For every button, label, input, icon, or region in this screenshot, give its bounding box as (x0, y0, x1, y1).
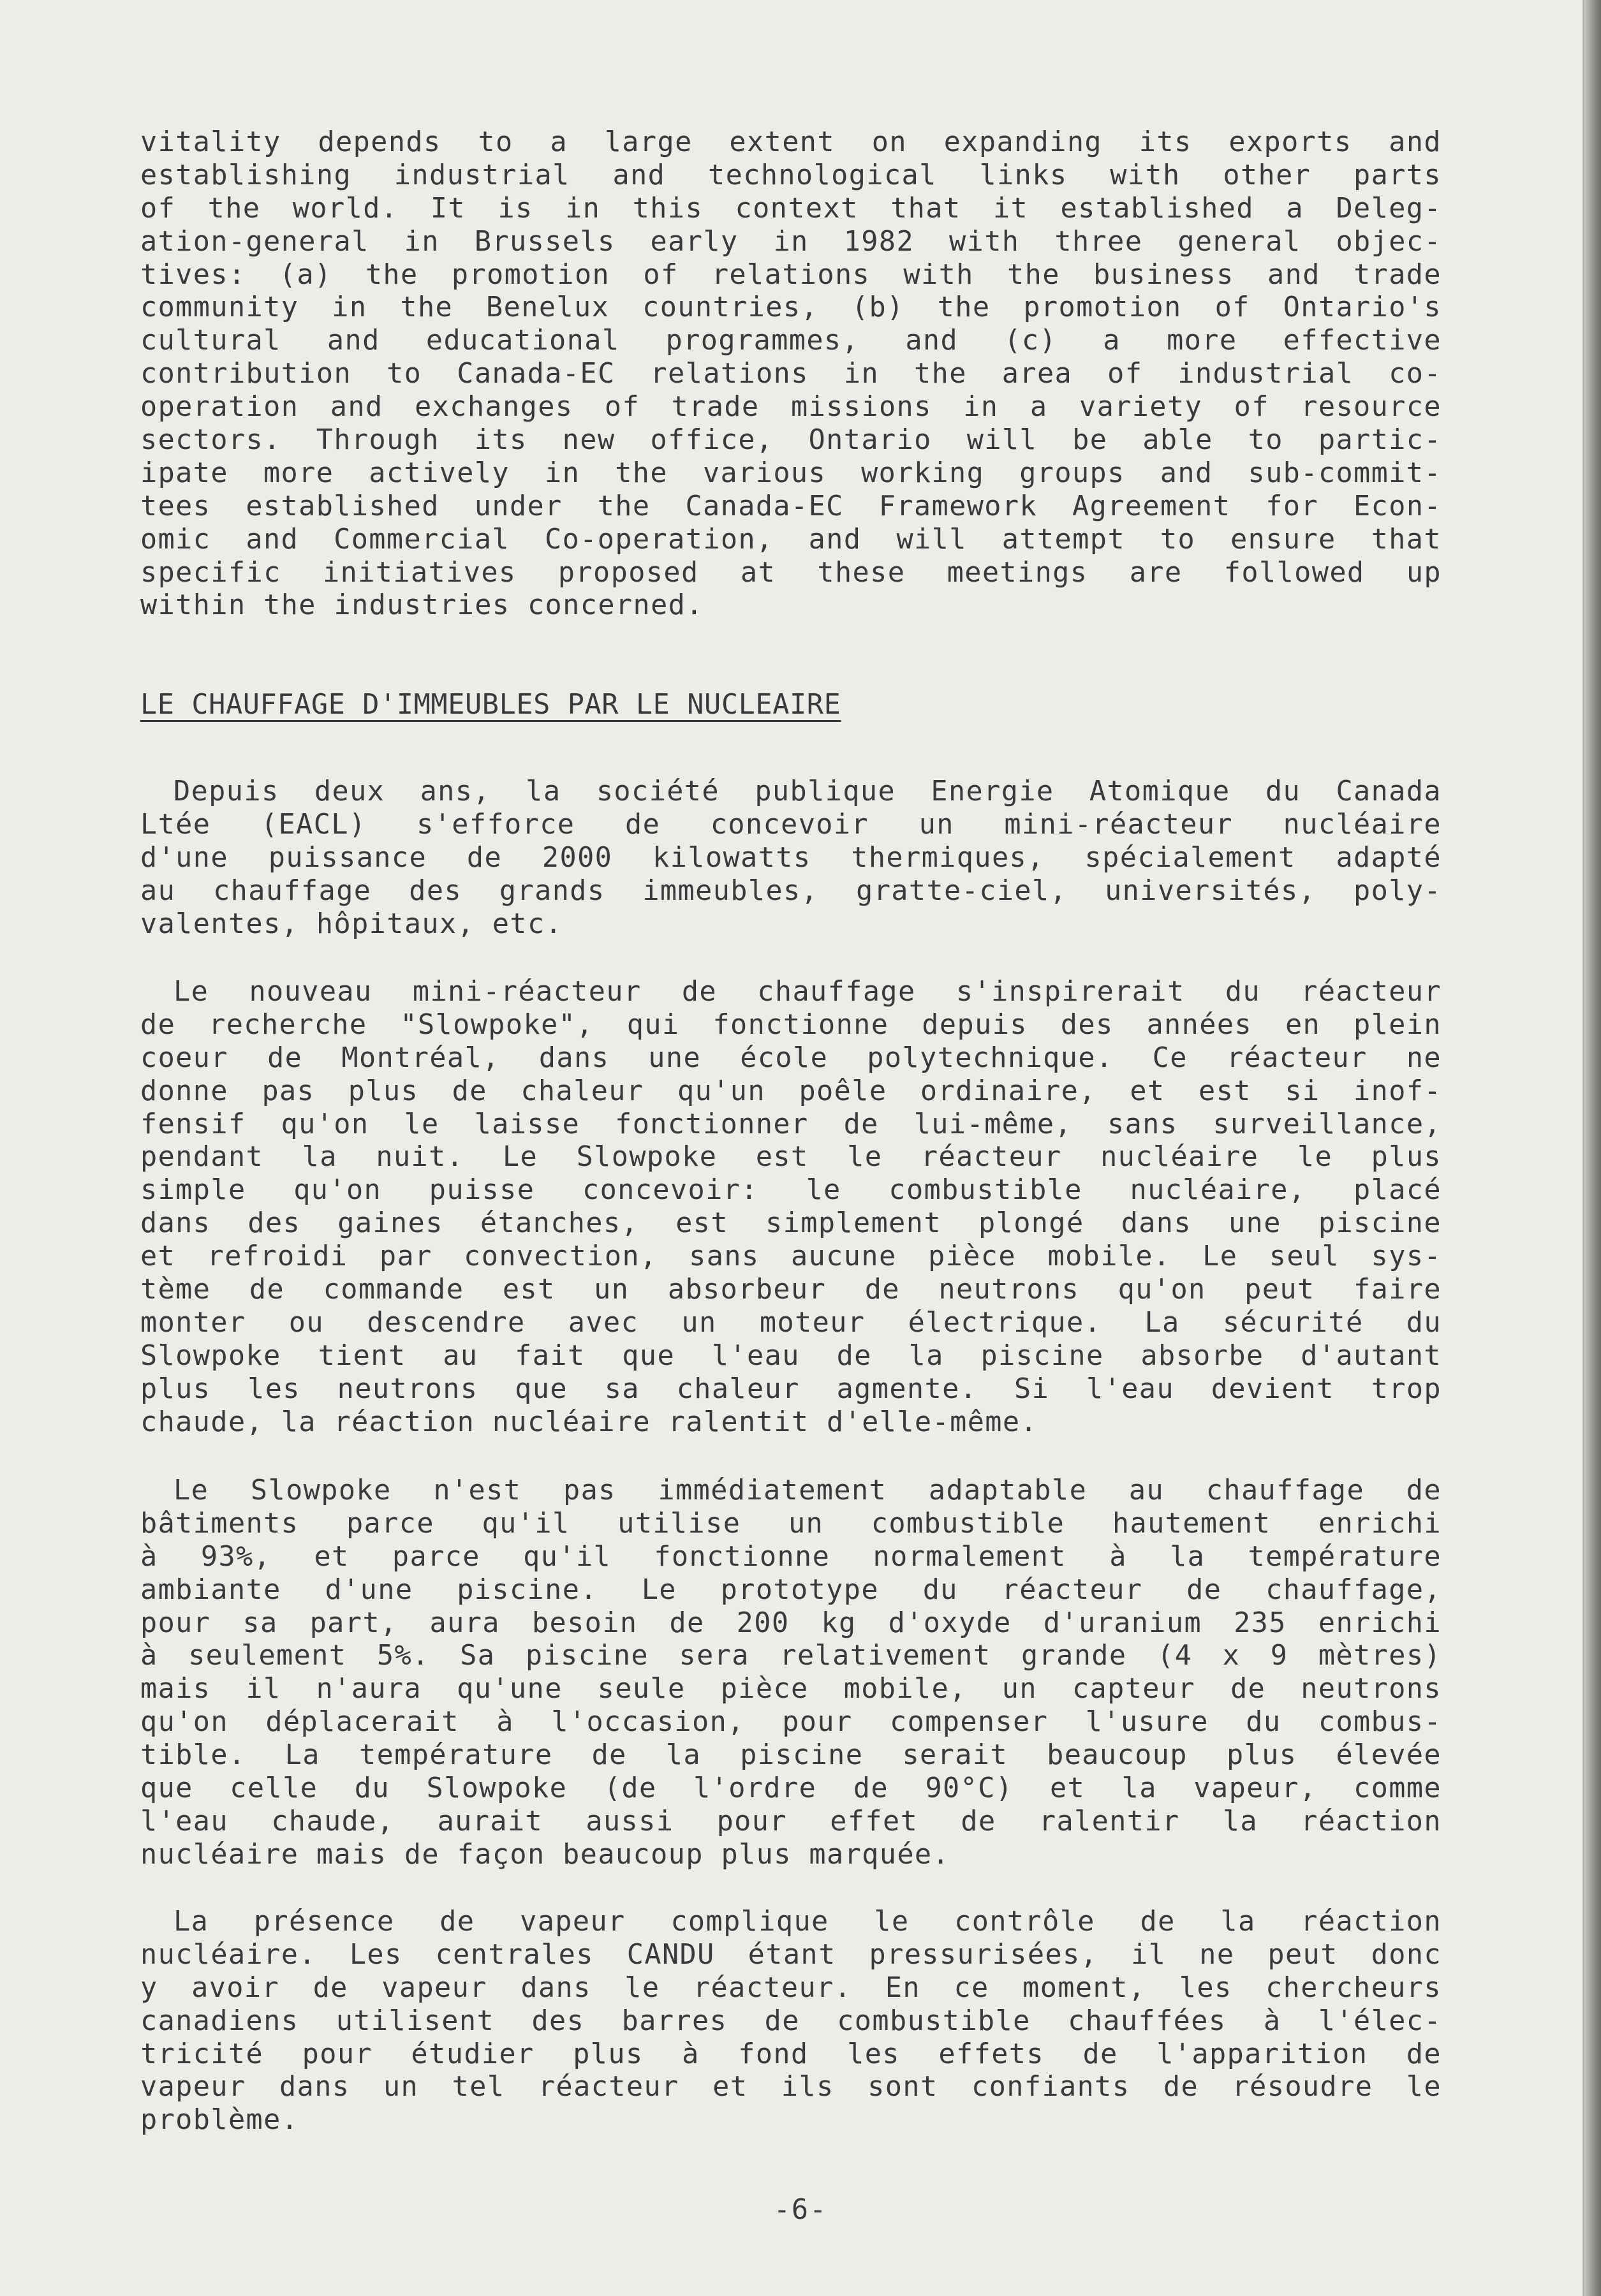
text-line: chaude, la réaction nucléaire ralentit d'elle-même. (140, 1406, 1038, 1438)
text-line: Le nouveau mini-réacteur de chauffage s'inspirerait du réacteur (173, 976, 1442, 1008)
text-line: ambiante d'une piscine. Le prototype du réacteur de chauffage, (140, 1573, 1442, 1606)
text-line: coeur de Montréal, dans une école polytechnique. Ce réacteur ne (140, 1041, 1442, 1074)
text-line: nucléaire. Les centrales CANDU étant pressurisées, il ne peut donc (140, 1938, 1442, 1971)
text-line: monter ou descendre avec un moteur électrique. La sécurité du (140, 1306, 1442, 1339)
section-heading: LE CHAUFFAGE D'IMMEUBLES PAR LE NUCLEAIRE (140, 689, 841, 721)
paragraph-3 (140, 1475, 1442, 1872)
text-line: à seulement 5%. Sa piscine sera relativement grande (4 x 9 mètres) (140, 1640, 1442, 1672)
text-line: operation and exchanges of trade missions in a variety of resource (140, 391, 1442, 423)
paragraph-4 (140, 1906, 1442, 2137)
text-line: fensif qu'on le laisse fonctionner de lui-même, sans surveillance, (140, 1108, 1442, 1140)
text-line: d'une puissance de 2000 kilowatts thermiques, spécialement adapté (140, 841, 1442, 874)
text-line: l'eau chaude, aurait aussi pour effet de ralentir la réaction (140, 1805, 1442, 1837)
text-line: canadiens utilisent des barres de combustible chauffées à l'élec- (140, 2005, 1442, 2037)
text-line: Depuis deux ans, la société publique Energie Atomique du Canada (173, 776, 1442, 807)
text-line: of the world. It is in this context that it established a Deleg- (140, 192, 1442, 224)
text-line: omic and Commercial Co-operation, and will attempt to ensure that (140, 523, 1442, 556)
text-line: qu'on déplacerait à l'occasion, pour compenser l'usure du combus- (140, 1706, 1442, 1739)
text-line: à 93%, et parce qu'il fonctionne normalement à la température (140, 1540, 1442, 1573)
text-line: bâtiments parce qu'il utilise un combustible hautement enrichi (140, 1507, 1442, 1540)
text-line: tives: (a) the promotion of relations with the business and trade (140, 258, 1442, 291)
paragraph-1 (140, 776, 1442, 941)
paragraph-2 (140, 976, 1442, 1439)
text-line: Ltée (EACL) s'efforce de concevoir un mini-réacteur nucléaire (140, 808, 1442, 841)
text-line: sectors. Through its new office, Ontario will be able to partic- (140, 424, 1442, 457)
text-line: specific initiatives proposed at these meetings are followed up (140, 556, 1442, 589)
text-line: tème de commande est un absorbeur de neutrons qu'on peut faire (140, 1274, 1442, 1306)
text-line: tricité pour étudier plus à fond les effets de l'apparition de (140, 2038, 1442, 2070)
text-line: community in the Benelux countries, (b) the promotion of Ontario's (140, 291, 1442, 324)
text-line: de recherche "Slowpoke", qui fonctionne depuis des années en plein (140, 1008, 1442, 1041)
text-line: valentes, hôpitaux, etc. (140, 908, 563, 940)
text-line: contribution to Canada-EC relations in the area of industrial co- (140, 358, 1442, 390)
page-number: -6- (773, 2194, 828, 2226)
text-line: dans des gaines étanches, est simplement plongé dans une piscine (140, 1207, 1442, 1240)
text-line: establishing industrial and technological links with other parts (140, 159, 1442, 191)
text-line: ation-general in Brussels early in 1982 with three general objec- (140, 225, 1442, 258)
text-line: simple qu'on puisse concevoir: le combustible nucléaire, placé (140, 1174, 1442, 1207)
text-line: tees established under the Canada-EC Framework Agreement for Econ- (140, 490, 1442, 522)
text-line: pour sa part, aura besoin de 200 kg d'oxyde d'uranium 235 enrichi (140, 1607, 1442, 1639)
text-line: problème. (140, 2104, 299, 2137)
text-line: ipate more actively in the various working groups and sub-commit- (140, 457, 1442, 489)
text-line: vapeur dans un tel réacteur et ils sont confiants de résoudre le (140, 2071, 1442, 2103)
text-line: within the industries concerned. (140, 589, 704, 622)
page-edge-shadow (1584, 0, 1601, 2296)
text-line: nucléaire mais de façon beaucoup plus marquée. (140, 1838, 950, 1871)
text-line: que celle du Slowpoke (de l'ordre de 90°C) et la vapeur, comme (140, 1772, 1442, 1805)
text-line: tible. La température de la piscine serait beaucoup plus élevée (140, 1739, 1442, 1772)
text-line: mais il n'aura qu'une seule pièce mobile, un capteur de neutrons (140, 1673, 1442, 1705)
text-line: y avoir de vapeur dans le réacteur. En ce moment, les chercheurs (140, 1971, 1442, 2004)
text-line: vitality depends to a large extent on expanding its exports and (140, 126, 1442, 158)
text-line: pendant la nuit. Le Slowpoke est le réacteur nucléaire le plus (140, 1141, 1442, 1174)
intro-paragraph (140, 126, 1442, 622)
text-line: La présence de vapeur complique le contrôle de la réaction (173, 1906, 1442, 1938)
text-line: cultural and educational programmes, and (c) a more effective (140, 325, 1442, 357)
text-line: Slowpoke tient au fait que l'eau de la piscine absorbe d'autant (140, 1339, 1442, 1372)
text-line: et refroidi par convection, sans aucune pièce mobile. Le seul sys- (140, 1240, 1442, 1273)
text-line: plus les neutrons que sa chaleur agmente. Si l'eau devient trop (140, 1372, 1442, 1405)
text-line: Le Slowpoke n'est pas immédiatement adaptable au chauffage de (173, 1475, 1442, 1506)
text-line: au chauffage des grands immeubles, gratte-ciel, universités, poly- (140, 874, 1442, 907)
text-line: donne pas plus de chaleur qu'un poêle ordinaire, et est si inof- (140, 1075, 1442, 1107)
